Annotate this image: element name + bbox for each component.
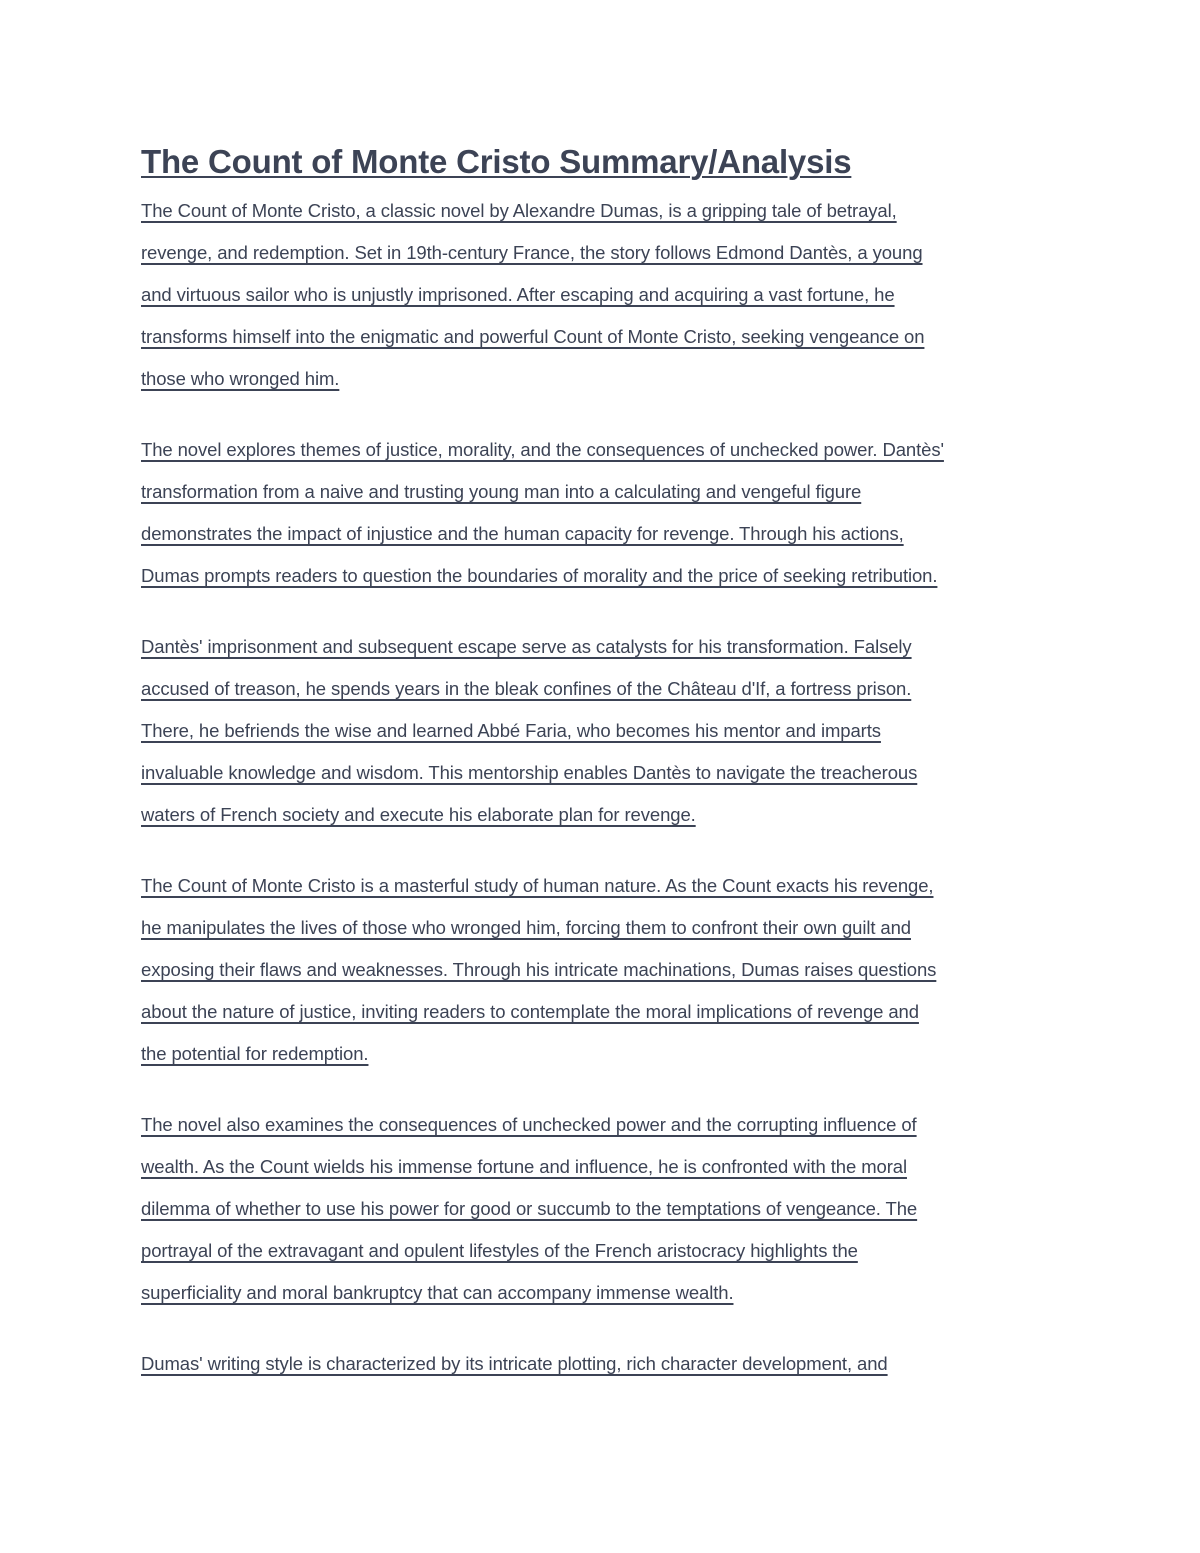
paragraph-line: The Count of Monte Cristo is a masterful study of human nature. As the Count exacts his revenge,: [141, 875, 934, 896]
paragraph-line: transforms himself into the enigmatic and powerful Count of Monte Cristo, seeking vengeance on: [141, 326, 925, 347]
paragraph-themes: [141, 429, 1071, 597]
paragraph-line: superficiality and moral bankruptcy that can accompany immense wealth.: [141, 1282, 734, 1303]
document-title: The Count of Monte Cristo Summary/Analysis: [141, 143, 852, 180]
paragraph-writing-style: [141, 1343, 1071, 1385]
paragraph-line: and virtuous sailor who is unjustly imprisoned. After escaping and acquiring a vast fortune, he: [141, 284, 895, 305]
paragraph-line: wealth. As the Count wields his immense fortune and influence, he is confronted with the moral: [141, 1156, 907, 1177]
paragraph-line: exposing their flaws and weaknesses. Through his intricate machinations, Dumas raises questions: [141, 959, 937, 980]
paragraph-line: those who wronged him.: [141, 368, 340, 389]
paragraph-line: he manipulates the lives of those who wronged him, forcing them to confront their own guilt and: [141, 917, 911, 938]
paragraph-line: demonstrates the impact of injustice and the human capacity for revenge. Through his actions,: [141, 523, 904, 544]
paragraph-line: The Count of Monte Cristo, a classic novel by Alexandre Dumas, is a gripping tale of betrayal,: [141, 200, 897, 221]
paragraph-line: about the nature of justice, inviting readers to contemplate the moral implications of revenge and: [141, 1001, 919, 1022]
document-page: [141, 140, 1071, 1414]
paragraph-line: The novel explores themes of justice, morality, and the consequences of unchecked power. Dantès': [141, 439, 944, 460]
paragraph-line: accused of treason, he spends years in the bleak confines of the Château d'If, a fortress prison.: [141, 678, 912, 699]
paragraph-line: Dumas' writing style is characterized by its intricate plotting, rich character development, and: [141, 1353, 888, 1374]
paragraph-imprisonment: [141, 626, 1071, 836]
paragraph-line: There, he befriends the wise and learned Abbé Faria, who becomes his mentor and imparts: [141, 720, 881, 741]
paragraph-line: waters of French society and execute his elaborate plan for revenge.: [141, 804, 696, 825]
paragraph-line: invaluable knowledge and wisdom. This mentorship enables Dantès to navigate the treacherous: [141, 762, 918, 783]
paragraph-line: portrayal of the extravagant and opulent lifestyles of the French aristocracy highlights the: [141, 1240, 858, 1261]
paragraph-line: Dumas prompts readers to question the boundaries of morality and the price of seeking retribution.: [141, 565, 938, 586]
paragraph-intro: [141, 190, 1071, 400]
paragraph-line: The novel also examines the consequences of unchecked power and the corrupting influence of: [141, 1114, 917, 1135]
paragraph-line: transformation from a naive and trusting young man into a calculating and vengeful figure: [141, 481, 862, 502]
paragraph-line: the potential for redemption.: [141, 1043, 369, 1064]
paragraph-line: Dantès' imprisonment and subsequent escape serve as catalysts for his transformation. Falsely: [141, 636, 912, 657]
paragraph-line: dilemma of whether to use his power for good or succumb to the temptations of vengeance. The: [141, 1198, 918, 1219]
paragraph-line: revenge, and redemption. Set in 19th-century France, the story follows Edmond Dantès, a young: [141, 242, 923, 263]
paragraph-human-nature: [141, 865, 1071, 1075]
paragraph-power-wealth: [141, 1104, 1071, 1314]
